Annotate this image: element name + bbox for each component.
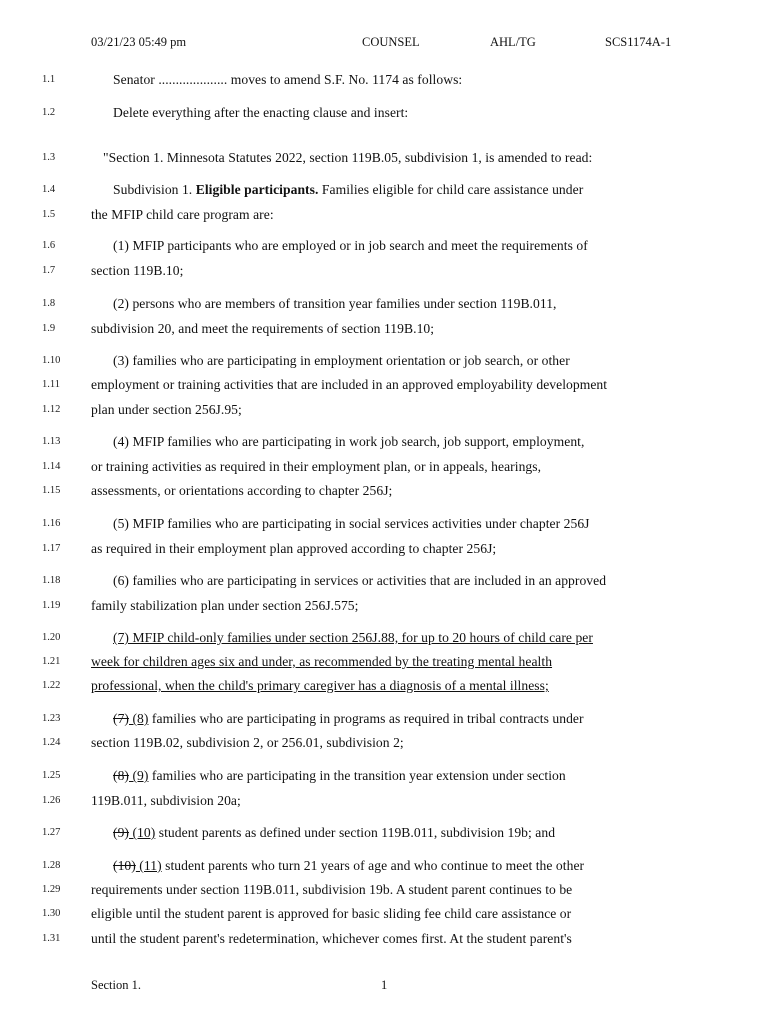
document-line (0, 733, 770, 753)
line-pre-text: as required in their employment plan approved according to chapter 256J; (91, 541, 497, 556)
line-number: 1.3 (42, 152, 56, 163)
line-number: 1.1 (42, 74, 56, 85)
document-line (0, 351, 770, 371)
line-post-text: families who are participating in the transition year extension under section (148, 768, 566, 783)
line-text (113, 432, 682, 452)
line-text (91, 880, 682, 900)
line-bold-text: Eligible participants. (195, 182, 319, 197)
line-ins-text: (10) (129, 825, 156, 840)
line-del-text: (10) (113, 858, 136, 873)
document-line (0, 791, 770, 811)
document-line (0, 375, 770, 395)
line-pre-text: employment or training activities that are included in an approved employability development (91, 377, 608, 392)
line-number: 1.9 (42, 323, 56, 334)
line-pre-text: Delete everything after the enacting clause and insert: (113, 105, 409, 120)
document-line (0, 539, 770, 559)
document-line (0, 294, 770, 314)
line-text (113, 236, 682, 256)
header-datetime: 03/21/23 05:49 pm (91, 35, 187, 49)
line-number: 1.19 (42, 600, 61, 611)
footer-section: Section 1. (91, 978, 141, 992)
document-line (0, 205, 770, 225)
line-pre-text: subdivision 20, and meet the requirements of section 119B.10; (91, 321, 435, 336)
line-text (91, 596, 682, 616)
document-line (0, 432, 770, 452)
line-text (91, 904, 682, 924)
line-pre-text: assessments, or orientations according to chapter 256J; (91, 483, 393, 498)
document-line (0, 676, 770, 696)
line-pre-text: 119B.011, subdivision 20a; (91, 793, 241, 808)
line-pre-text: plan under section 256J.95; (91, 402, 242, 417)
line-text (91, 481, 682, 501)
document-line (0, 880, 770, 900)
line-pre-text: "Section 1. Minnesota Statutes 2022, section 119B.05, subdivision 1, is amended to read: (103, 150, 593, 165)
line-number: 1.11 (42, 379, 60, 390)
line-number: 1.22 (42, 680, 61, 691)
line-ins-text: (11) (135, 858, 162, 873)
line-text (113, 103, 682, 123)
line-pre-text: (6) families who are participating in services or activities that are included in an approved (113, 573, 607, 588)
line-del-text: (8) (113, 768, 130, 783)
line-number: 1.4 (42, 184, 56, 195)
document-line (0, 261, 770, 281)
document-line (0, 514, 770, 534)
line-number: 1.7 (42, 265, 56, 276)
line-pre-text: section 119B.10; (91, 263, 184, 278)
line-pre-text: (3) families who are participating in employment orientation or job search, or other (113, 353, 570, 368)
line-number: 1.20 (42, 632, 61, 643)
line-pre-text: or training activities as required in their employment plan, or in appeals, hearings, (91, 459, 542, 474)
line-text (113, 766, 682, 786)
document-line (0, 481, 770, 501)
line-pre-text: requirements under section 119B.011, subdivision 19b. A student parent continues to be (91, 882, 573, 897)
line-number: 1.25 (42, 770, 61, 781)
document-line (0, 856, 770, 876)
document-line (0, 319, 770, 339)
line-number: 1.18 (42, 575, 61, 586)
line-number: 1.28 (42, 860, 61, 871)
header-doc-id: SCS1174A-1 (605, 35, 672, 49)
document-line (0, 400, 770, 420)
line-text (91, 375, 682, 395)
line-text (91, 652, 682, 672)
line-pre-text: (4) MFIP families who are participating in work job search, job support, employment, (113, 434, 585, 449)
line-ins-text: (9) (129, 768, 149, 783)
line-pre-text: Senator .................... moves to amend S.F. No. 1174 as follows: (113, 72, 463, 87)
line-ins-text: week for children ages six and under, as recommended by the treating mental health (91, 654, 553, 669)
line-number: 1.30 (42, 908, 61, 919)
line-pre-text: (2) persons who are members of transition year families under section 119B.011, (113, 296, 557, 311)
line-number: 1.15 (42, 485, 61, 496)
line-pre-text: family stabilization plan under section 256J.575; (91, 598, 359, 613)
line-post-text: student parents who turn 21 years of age and who continue to meet the other (161, 858, 585, 873)
line-pre-text: until the student parent's redetermination, whichever comes first. At the student parent's (91, 931, 572, 946)
document-line (0, 766, 770, 786)
line-text (113, 856, 682, 876)
line-text (91, 205, 682, 225)
document-line (0, 180, 770, 200)
line-number: 1.2 (42, 107, 56, 118)
line-text (113, 351, 682, 371)
line-text (113, 628, 682, 648)
line-text (113, 294, 682, 314)
line-text (91, 539, 682, 559)
document-line (0, 70, 770, 90)
line-number: 1.6 (42, 240, 56, 251)
line-number: 1.29 (42, 884, 61, 895)
document-line (0, 823, 770, 843)
document-line (0, 103, 770, 123)
line-text (103, 148, 682, 168)
header-office: COUNSEL (362, 35, 420, 49)
line-text (91, 929, 682, 949)
line-post-text: student parents as defined under section 119B.011, subdivision 19b; and (155, 825, 556, 840)
line-pre-text: the MFIP child care program are: (91, 207, 274, 222)
line-number: 1.16 (42, 518, 61, 529)
line-number: 1.12 (42, 404, 61, 415)
line-pre-text: (5) MFIP families who are participating in social services activities under chapter 256J (113, 516, 590, 531)
line-number: 1.27 (42, 827, 61, 838)
line-ins-text: professional, when the child's primary caregiver has a diagnosis of a mental illness; (91, 678, 549, 693)
line-pre-text: section 119B.02, subdivision 2, or 256.01, subdivision 2; (91, 735, 404, 750)
line-number: 1.14 (42, 461, 61, 472)
document-line (0, 652, 770, 672)
line-text (113, 571, 682, 591)
line-number: 1.13 (42, 436, 61, 447)
line-text (113, 823, 682, 843)
document-line (0, 709, 770, 729)
line-text (113, 70, 682, 90)
document-line (0, 904, 770, 924)
footer-page-number: 1 (381, 978, 388, 992)
line-ins-text: (8) (129, 711, 149, 726)
line-pre-text: Subdivision 1. (113, 182, 196, 197)
line-number: 1.10 (42, 355, 61, 366)
line-text (91, 319, 682, 339)
line-number: 1.5 (42, 209, 56, 220)
line-text (91, 733, 682, 753)
line-text (91, 457, 682, 477)
line-text (91, 791, 682, 811)
header-initials: AHL/TG (490, 35, 536, 49)
line-pre-text: (1) MFIP participants who are employed or in job search and meet the requirements of (113, 238, 588, 253)
document-line (0, 148, 770, 168)
document-line (0, 457, 770, 477)
line-text (113, 180, 682, 200)
line-number: 1.21 (42, 656, 61, 667)
line-del-text: (7) (113, 711, 130, 726)
line-number: 1.17 (42, 543, 61, 554)
line-text (91, 676, 682, 696)
line-number: 1.31 (42, 933, 61, 944)
line-post-text: families who are participating in programs as required in tribal contracts under (148, 711, 584, 726)
line-ins-text: (7) MFIP child-only families under section 256J.88, for up to 20 hours of child care per (113, 630, 593, 645)
line-number: 1.24 (42, 737, 61, 748)
document-line (0, 236, 770, 256)
line-number: 1.23 (42, 713, 61, 724)
line-text (91, 261, 682, 281)
line-post-text: Families eligible for child care assistance under (318, 182, 584, 197)
line-pre-text: eligible until the student parent is approved for basic sliding fee child care assistance or (91, 906, 572, 921)
document-line (0, 571, 770, 591)
line-text (91, 400, 682, 420)
document-line (0, 628, 770, 648)
line-text (113, 514, 682, 534)
line-text (113, 709, 682, 729)
document-line (0, 929, 770, 949)
line-number: 1.26 (42, 795, 61, 806)
line-del-text: (9) (113, 825, 130, 840)
line-number: 1.8 (42, 298, 56, 309)
document-line (0, 596, 770, 616)
